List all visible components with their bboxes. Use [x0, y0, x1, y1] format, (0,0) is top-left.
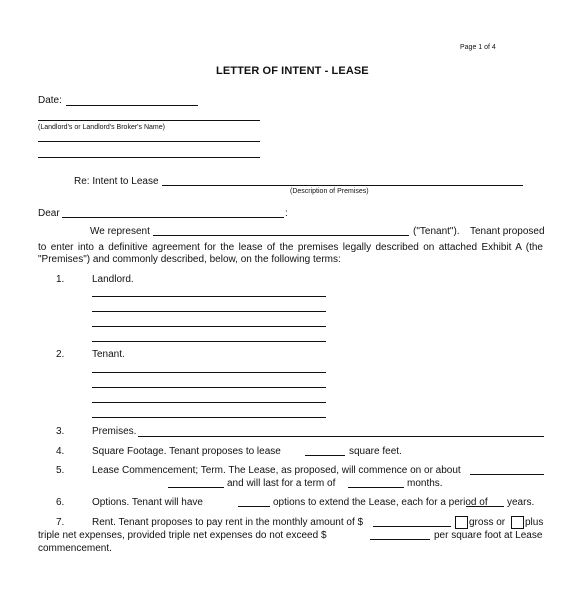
re-label: Re: Intent to Lease — [74, 176, 159, 187]
tenant-line-1[interactable] — [92, 372, 326, 373]
gross-checkbox[interactable] — [455, 516, 468, 529]
para-line-2: to enter into a definitive agreement for the lease of the premises legally described on attached Exhibit A (the — [38, 242, 543, 253]
dear-colon: : — [285, 208, 288, 219]
square-feet-label: square feet. — [349, 446, 402, 457]
triple-net-cap-field[interactable] — [370, 539, 430, 540]
item-6-number: 6. — [56, 497, 65, 508]
item-4-number: 4. — [56, 446, 65, 457]
page-number: Page 1 of 4 — [460, 44, 496, 51]
item-1-label: Landlord. — [92, 274, 134, 285]
tenant-line-3[interactable] — [92, 402, 326, 403]
tenant-line-4[interactable] — [92, 417, 326, 418]
date-label: Date: — [38, 95, 62, 106]
document-title: LETTER OF INTENT - LEASE — [216, 65, 369, 77]
item-7-number: 7. — [56, 517, 65, 528]
dear-label: Dear — [38, 208, 60, 219]
rent-line-3-text: commencement. — [38, 543, 112, 554]
item-3-label: Premises. — [92, 426, 137, 437]
commencement-date-field[interactable] — [470, 474, 544, 475]
commencement-blank-field[interactable] — [168, 487, 224, 488]
rent-text: Rent. Tenant proposes to pay rent in the monthly amount of $ — [92, 517, 364, 528]
plus-checkbox[interactable] — [511, 516, 524, 529]
premises-field[interactable] — [162, 185, 523, 186]
years-label: years. — [507, 497, 535, 508]
premises-line[interactable] — [138, 436, 544, 437]
item-1-number: 1. — [56, 274, 65, 285]
dear-name-field[interactable] — [62, 217, 284, 218]
landlord-line-4[interactable] — [92, 341, 326, 342]
para-represent: We represent — [90, 226, 150, 237]
gross-label: gross or — [469, 517, 506, 528]
options-years-field[interactable] — [466, 506, 504, 507]
months-label: months. — [407, 478, 443, 489]
item-2-number: 2. — [56, 349, 65, 360]
plus-label: plus — [525, 517, 544, 528]
represent-field[interactable] — [153, 235, 409, 236]
date-field[interactable] — [66, 105, 198, 106]
landlord-address-line-2[interactable] — [38, 157, 260, 158]
para-tenant-quote: ("Tenant"). — [413, 226, 460, 237]
premises-caption: (Description of Premises) — [290, 188, 369, 195]
item-5-number: 5. — [56, 465, 65, 476]
landlord-name-caption: (Landlord's or Landlord's Broker's Name) — [38, 124, 165, 131]
options-text: Options. Tenant will have — [92, 497, 203, 508]
para-line-3: "Premises") and commonly described, below, on the following terms: — [38, 254, 341, 265]
landlord-address-line-1[interactable] — [38, 141, 260, 142]
term-months-field[interactable] — [348, 487, 404, 488]
item-3-number: 3. — [56, 426, 65, 437]
item-2-label: Tenant. — [92, 349, 125, 360]
landlord-line-3[interactable] — [92, 326, 326, 327]
options-period-text: options to extend the Lease, each for a period of — [273, 497, 488, 508]
options-count-field[interactable] — [238, 506, 270, 507]
monthly-rent-field[interactable] — [373, 526, 451, 527]
square-footage-text: Square Footage. Tenant proposes to lease — [92, 446, 281, 457]
landlord-name-field[interactable] — [38, 120, 260, 121]
term-text: and will last for a term of — [227, 478, 336, 489]
landlord-line-2[interactable] — [92, 311, 326, 312]
rent-line-2-text: triple net expenses, provided triple net expenses do not exceed $ — [38, 530, 327, 541]
square-feet-field[interactable] — [305, 455, 345, 456]
landlord-line-1[interactable] — [92, 296, 326, 297]
tenant-line-2[interactable] — [92, 387, 326, 388]
commencement-text: Lease Commencement; Term. The Lease, as proposed, will commence on or about — [92, 465, 461, 476]
rent-line-2-tail: per square foot at Lease — [434, 530, 543, 541]
para-tenant-proposed: Tenant proposed — [470, 226, 545, 237]
